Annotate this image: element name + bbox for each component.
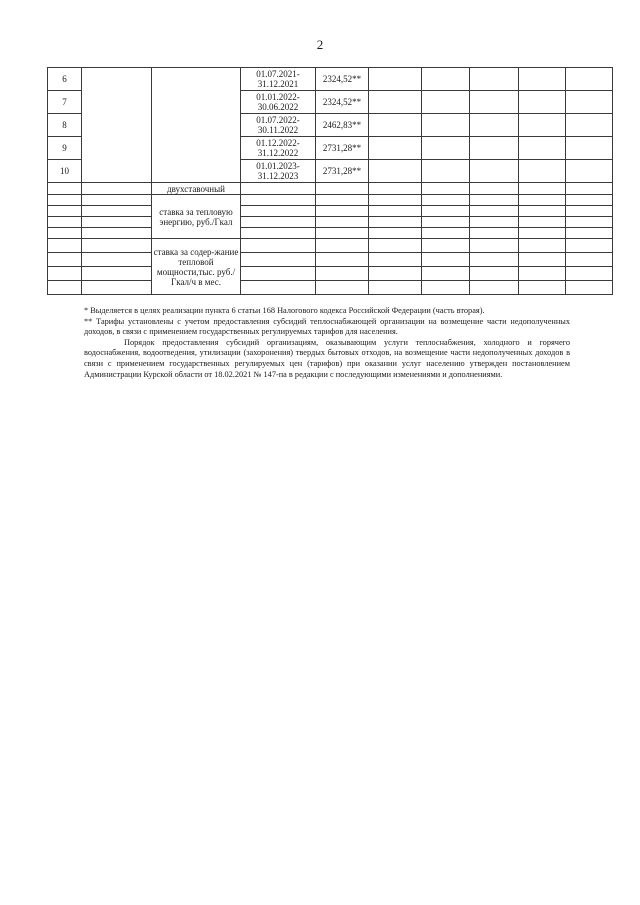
price-cell: 2731,28**: [316, 160, 369, 183]
table-row: [48, 206, 613, 217]
empty-cell: [152, 68, 241, 183]
table-row: [48, 267, 613, 281]
subsidy-procedure-note: Порядок предоставления субсидий организациям, оказывающим услуги теплоснабжения, холодного и горячего водоснабжения, водоотведения, утилизации (захоронения) твердых бытовых отходов, на возмещение части недополученных доходов в связи с применением государственных регулируемых цен (тарифов) при оказании услуг населению утвержден постановлением Администрации Курской области от 18.02.2021 № 147-па в редакции с последующими изменениями и дополнениями.: [84, 337, 570, 379]
price-cell: 2731,28**: [316, 137, 369, 160]
row-number: 6: [48, 68, 82, 91]
footnote-double-star: ** Тарифы установлены с учетом предоставления субсидий теплоснабжающей организации на возмещение части недополученных доходов, в связи с применением государственных регулируемых тарифов для населения.: [84, 316, 570, 337]
period-cell: 01.12.2022-31.12.2022: [241, 137, 316, 160]
footnotes: [84, 306, 570, 380]
period-cell: 01.01.2022-30.06.2022: [241, 91, 316, 114]
table-row: [48, 253, 613, 267]
row-number: 8: [48, 114, 82, 137]
price-cell: 2462,83**: [316, 114, 369, 137]
row-number: 10: [48, 160, 82, 183]
period-cell: 01.07.2022-30.11.2022: [241, 114, 316, 137]
empty-cell: [82, 68, 152, 183]
price-cell: 2324,52**: [316, 91, 369, 114]
table-row: [48, 68, 613, 91]
period-cell: 01.01.2023-31.12.2023: [241, 160, 316, 183]
footnote-single-star: * Выделяется в целях реализации пункта 6 статьи 168 Налогового кодекса Российской Федерации (часть вторая).: [84, 306, 485, 315]
table-row: [48, 217, 613, 228]
price-cell: 2324,52**: [316, 68, 369, 91]
two-part-label: двухставочный: [152, 183, 241, 195]
table-row: [48, 228, 613, 239]
table-row: [48, 195, 613, 206]
capacity-rate-label: ставка за содер-жание тепловой мощности,тыс. руб./Гкал/ч в мес.: [152, 239, 241, 295]
row-number: 7: [48, 91, 82, 114]
heat-rate-label: ставка за тепловую энергию, руб./Гкал: [152, 195, 241, 239]
row-number: 9: [48, 137, 82, 160]
table-row: [48, 281, 613, 295]
page-number: 2: [316, 37, 324, 52]
table-row: [48, 239, 613, 253]
tariff-table: [47, 67, 613, 295]
table-row: [48, 183, 613, 195]
period-cell: 01.07.2021-31.12.2021: [241, 68, 316, 91]
